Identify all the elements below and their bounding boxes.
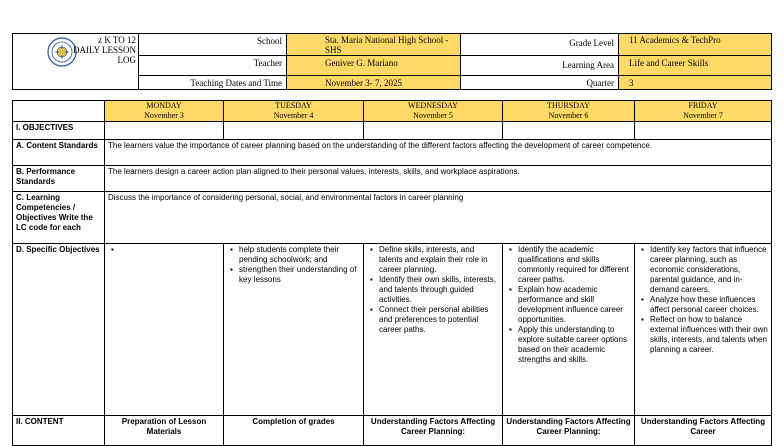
learning-area-value: Life and Career Skills [619, 56, 772, 76]
teacher-value: Geniver G. Mariano [287, 56, 461, 76]
learning-area-label: Learning Area [461, 56, 619, 76]
empty-cell [503, 122, 635, 140]
school-label: School [139, 34, 287, 56]
content-friday: Understanding Factors Affecting Career [635, 416, 772, 446]
day-header-thursday [503, 101, 635, 122]
empty-cell [224, 122, 364, 140]
objectives-wednesday [364, 244, 503, 416]
content-thursday: Understanding Factors Affecting Career Planning: [503, 416, 635, 446]
quarter-value: 3 [619, 76, 772, 90]
school-value: Sta. Maria National High School - SHS [287, 34, 461, 56]
objective-item: ▪ Identify key factors that influence career planning, such as economic considerations, parental guidance, and in-demand careers. [650, 245, 768, 295]
day-date: November 7 [683, 111, 723, 120]
objective-item: ▪ Explain how academic performance and skill development influence career opportunities. [518, 285, 631, 325]
content-monday: Preparation of Lesson Materials [105, 416, 224, 446]
content-wednesday: Understanding Factors Affecting Career Planning: [364, 416, 503, 446]
day-header-tuesday [224, 101, 364, 122]
day-header-monday [105, 101, 224, 122]
day-name: WEDNESDAY [408, 101, 458, 110]
objective-item: ▪ strengthen their understanding of key lessons [239, 265, 360, 285]
day-name: MONDAY [146, 101, 182, 110]
day-header-friday [635, 101, 772, 122]
objective-item: ▪ Identify their own skills, interests, and talents through guided activities. [379, 275, 499, 305]
objectives-thursday [503, 244, 635, 416]
performance-standards-label: B. Performance Standards [13, 166, 105, 192]
empty-cell [364, 122, 503, 140]
grade-label: Grade Level [461, 34, 619, 56]
day-date: November 6 [548, 111, 589, 120]
content-tuesday: Completion of grades [224, 416, 364, 446]
grade-value: 11 Academics & TechPro [619, 34, 772, 56]
objectives-label: I. OBJECTIVES [13, 122, 105, 140]
empty-cell [105, 122, 224, 140]
day-date: November 5 [413, 111, 453, 120]
objective-item: ▪ Connect their personal abilities and preferences to potential career paths. [379, 305, 499, 335]
content-label: II. CONTENT [13, 416, 105, 446]
objective-item: ▪ Identify the academic qualifications and skills commonly required for different career paths. [518, 245, 631, 285]
day-name: THURSDAY [547, 101, 590, 110]
competencies-text: Discuss the importance of considering personal, social, and environmental factors in career planning [105, 192, 772, 244]
day-name: TUESDAY [275, 101, 312, 110]
day-name: FRIDAY [688, 101, 718, 110]
dates-label: Teaching Dates and Time [139, 76, 287, 90]
objectives-monday [105, 244, 224, 416]
objective-item: ▪ Define skills, interests, and talents and explain their role in career planning. [379, 245, 499, 275]
day-header-wednesday [364, 101, 503, 122]
teacher-label: Teacher [139, 56, 287, 76]
specific-objectives-label: D. Specific Objectives [13, 244, 105, 416]
objectives-tuesday [224, 244, 364, 416]
objective-item: ▪ Reflect on how to balance external influences with their own skills, interests, and talents when planning a career. [650, 315, 768, 355]
corner-cell [13, 101, 105, 122]
dates-value: November 3- 7, 2025 [287, 76, 461, 90]
title-line-2: DAILY LESSON [72, 45, 136, 55]
lesson-table [12, 100, 772, 446]
quarter-label: Quarter [461, 76, 619, 90]
performance-standards-text: The learners design a career action plan aligned to their personal values, interests, skills, and workplace aspirations. [105, 166, 772, 192]
competencies-label: C. Learning Competencies / Objectives Write the LC code for each [13, 192, 105, 244]
objective-item: ▪ help students complete their pending schoolwork; and [239, 245, 360, 265]
content-standards-label: A. Content Standards [13, 140, 105, 166]
logo-cell [13, 34, 139, 90]
day-date: November 4 [273, 111, 314, 120]
title-line-1: z K TO 12 [98, 35, 136, 45]
header-table [12, 33, 772, 90]
title-line-3: LOG [117, 55, 136, 65]
content-standards-text: The learners value the importance of career planning based on the understanding of the different factors affecting the development of career competence. [105, 140, 772, 166]
objective-item: ▪ Apply this understanding to explore suitable career options based on their academic strengths and skills. [518, 325, 631, 365]
empty-cell [635, 122, 772, 140]
day-date: November 3 [144, 111, 184, 120]
objectives-friday [635, 244, 772, 416]
objective-item: ▪ Analyze how these influences affect personal career choices. [650, 295, 768, 315]
